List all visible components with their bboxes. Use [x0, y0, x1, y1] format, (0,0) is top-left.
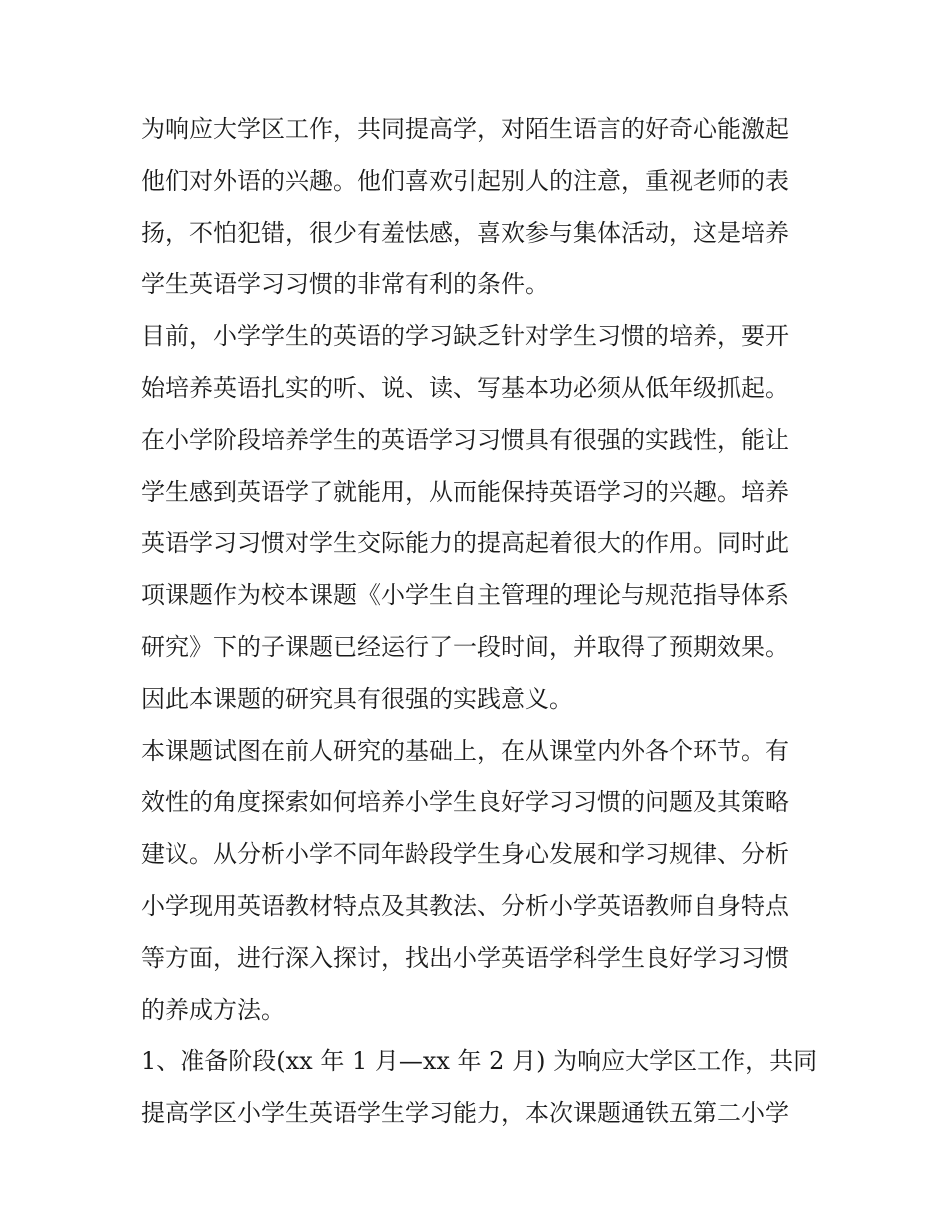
text-line: 效性的角度探索如何培养小学生良好学习习惯的问题及其策略 [141, 788, 789, 817]
text-line: 1、准备阶段(xx 年 1 月—xx 年 2 月) 为响应大学区工作，共同 [141, 1047, 818, 1076]
text-line: 在小学阶段培养学生的英语学习习惯具有很强的实践性，能让 [141, 425, 789, 454]
text-line: 始培养英语扎实的听、说、读、写基本功必须从低年级抓起。 [141, 373, 789, 402]
text-line: 为响应大学区工作，共同提高学，对陌生语言的好奇心能激起 [141, 115, 789, 143]
text-line: 因此本课题的研究具有很强的实践意义。 [141, 684, 573, 713]
text-line: 学生英语学习习惯的非常有利的条件。 [141, 270, 549, 299]
text-line: 的养成方法。 [141, 995, 285, 1024]
text-line: 他们对外语的兴趣。他们喜欢引起别人的注意，重视老师的表 [141, 166, 789, 195]
text-line: 等方面，进行深入探讨，找出小学英语学科学生良好学习习惯 [141, 943, 789, 972]
text-line: 小学现用英语教材特点及其教法、分析小学英语教师自身特点 [141, 891, 789, 920]
text-line: 建议。从分析小学不同年龄段学生身心发展和学习规律、分析 [141, 840, 789, 869]
text-line: 目前，小学学生的英语的学习缺乏针对学生习惯的培养，要开 [141, 322, 789, 351]
text-line: 扬，不怕犯错，很少有羞怯感，喜欢参与集体活动，这是培养 [141, 218, 789, 247]
text-line: 项课题作为校本课题《小学生自主管理的理论与规范指导体系 [141, 581, 789, 610]
document-body [141, 104, 821, 1140]
text-line: 本课题试图在前人研究的基础上，在从课堂内外各个环节。有 [141, 736, 789, 765]
text-line: 英语学习习惯对学生交际能力的提高起着很大的作用。同时此 [141, 529, 789, 558]
text-line: 研究》下的子课题已经运行了一段时间，并取得了预期效果。 [141, 632, 789, 661]
text-line: 学生感到英语学了就能用，从而能保持英语学习的兴趣。培养 [141, 477, 789, 506]
text-line: 提高学区小学生英语学生学习能力，本次课题通铁五第二小学 [141, 1099, 789, 1128]
